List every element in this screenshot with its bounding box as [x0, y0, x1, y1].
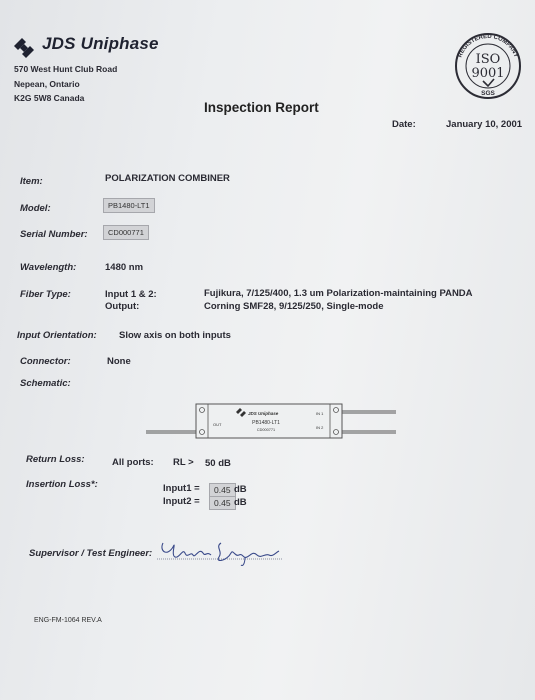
jds-logo-icon: [12, 36, 36, 58]
return-loss-ports: All ports:: [112, 457, 154, 468]
fiber-input-label: Input 1 & 2:: [105, 289, 157, 300]
supervisor-label: Supervisor / Test Engineer:: [29, 548, 153, 559]
model-value: PB1480-LT1: [103, 198, 155, 213]
company-name: JDS Uniphase: [42, 34, 159, 53]
schematic-serial: CD000771: [256, 428, 276, 432]
insertion-input1-unit: dB: [234, 484, 247, 495]
insertion-loss-label: Insertion Loss*:: [26, 479, 98, 490]
fiber-type-label: Fiber Type:: [20, 289, 71, 300]
insertion-input1-name: Input1 =: [163, 483, 200, 494]
seal-number-text: 9001: [471, 66, 505, 81]
schematic-brand: JDS Uniphase: [248, 411, 279, 416]
schematic-in1-label: IN 1: [316, 411, 324, 416]
item-label: Item:: [20, 176, 43, 187]
model-label: Model:: [20, 203, 51, 214]
company-logo: [12, 34, 312, 58]
insertion-input2-unit: dB: [234, 497, 247, 508]
schematic-out-label: OUT: [213, 422, 222, 427]
address-line-1: 570 West Hunt Club Road: [14, 64, 118, 74]
iso-9001-seal: [450, 28, 526, 100]
schematic-in2-label: IN 2: [316, 425, 324, 430]
supervisor-signature: [157, 537, 282, 569]
insertion-input1-value: 0.45: [209, 483, 236, 497]
address-line-2: Nepean, Ontario: [14, 79, 80, 89]
schematic-label: Schematic:: [20, 378, 71, 389]
wavelength-label: Wavelength:: [20, 262, 77, 273]
insertion-input2-value: 0.45: [209, 496, 236, 510]
form-number: ENG-FM-1064 REV.A: [34, 617, 102, 624]
item-value: POLARIZATION COMBINER: [105, 173, 230, 184]
return-loss-value: 50 dB: [205, 458, 231, 469]
address-line-3: K2G 5W8 Canada: [14, 93, 85, 103]
orientation-label: Input Orientation:: [17, 330, 97, 341]
schematic-diagram: [140, 396, 400, 446]
fiber-output-value: Corning SMF28, 9/125/250, Single-mode: [204, 301, 384, 312]
connector-value: None: [107, 356, 131, 367]
seal-iso-text: ISO: [475, 52, 501, 67]
serial-value: CD000771: [103, 225, 149, 240]
schematic-model: PB1480-LT1: [252, 420, 280, 426]
return-loss-rl: RL >: [173, 457, 194, 468]
serial-label: Serial Number:: [20, 229, 88, 240]
return-loss-label: Return Loss:: [26, 454, 85, 465]
orientation-value: Slow axis on both inputs: [119, 330, 231, 341]
wavelength-value: 1480 nm: [105, 262, 144, 273]
fiber-output-label: Output:: [105, 301, 140, 312]
report-title: Inspection Report: [204, 100, 319, 115]
date-value: January 10, 2001: [446, 119, 523, 130]
date-label: Date:: [392, 119, 416, 130]
insertion-input2-name: Input2 =: [163, 496, 200, 507]
connector-label: Connector:: [20, 356, 71, 367]
seal-arc-text: REGISTERED COMPANY: [457, 33, 519, 59]
seal-sgs-text: SGS: [481, 90, 495, 97]
fiber-input-value: Fujikura, 7/125/400, 1.3 um Polarization-maintaining PANDA: [204, 288, 473, 299]
